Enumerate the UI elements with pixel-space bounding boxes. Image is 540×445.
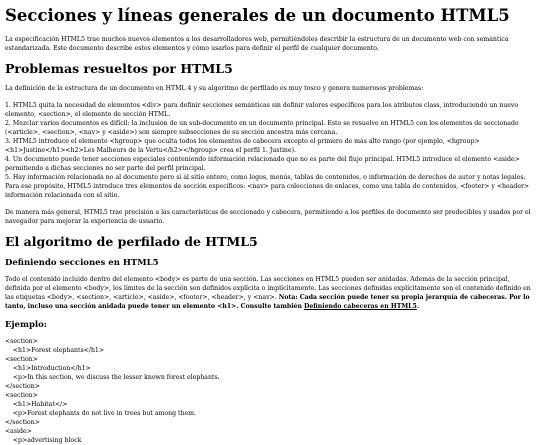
algorithm-heading: El algoritmo de perfilado de HTML5: [5, 234, 258, 249]
example-heading: Ejemplo:: [5, 320, 47, 330]
note-text: Nota: Cada sección puede tener su propia jerarquía de cabeceras. Por lo tanto, incluso una sección anidada puede tener un elemento <h1>. Consulte también: [5, 294, 530, 310]
headings-link[interactable]: Definiendo cabeceras en HTML5: [303, 303, 417, 310]
page-title: Secciones y líneas generales de un documento HTML5: [5, 6, 510, 25]
problems-heading: Problemas resueltos por HTML5: [5, 61, 233, 76]
problems-list: [5, 101, 536, 200]
intro-paragraph: La especificación HTML5 trae muchos nuevos elementos a los desarrolladores web, permitiéndoles describir la estructura de un documento web con semántica estandarizada. Este documento describe estos elementos y cómo usarlos para definir el perfil de cualquier documento.: [5, 36, 509, 52]
problem-item: 3. HTML5 introduce el elemento <hgroup> que oculta todos los elementos de cabecera excepto el primero de más alto rango (por ejemplo, <hgroup><h1>Justine</h1><h2>Les Malheurs de la Vertu</h2></hgroup> crea el perfil 1. Justine).: [5, 138, 480, 154]
note-end: .: [416, 303, 419, 310]
problems-closing: De manera más general, HTML5 trae precisión a las características de seccionado y cabecera, permitiendo a los perfiles de documento ser predecibles y usados por el navegador para mejorar la experiencia de usuario.: [5, 209, 531, 225]
problem-item: 1. HTML5 quita la necesidad de elementos <div> para definir secciones semánticas sin definir valores específicos para los atributos class, introduciendo un nuevo elemento, <section>, el elemento de sección HTML.: [5, 102, 519, 118]
sections-subheading: Definiendo secciones en HTML5: [5, 258, 159, 268]
sections-text: Todo el contenido incluido dentro del elemento <body> es parte de una sección. Las secciones en HTML5 pueden ser anidadas. Además de la sección principal, definida por el elemento <body>, los límites de la sección son definidos explícita o implícitamente. Las secciones definidas explícitamente son el contenido definido en las etiquetas <body>, <section>, <article>, <aside>, <footer>, <header>, y <nav>.: [5, 276, 531, 301]
sections-paragraph: [5, 275, 536, 311]
problem-item: 4. Un documento puede tener secciones especiales conteniendo información relacionado que no es parte del flujo principal. HTML5 introduce el elemento <aside> permitiendo a dichas secciones no ser parte del perfil principal.: [5, 156, 520, 172]
problems-lead: La definición de la estructura de un documento en HTML 4 y su algoritmo de perfilado es muy tosco y genera numerosos problemas:: [5, 85, 424, 92]
problem-item: 5. Hay información relacionada no al documento pero sí al sitio entero, como logos, menús, tablas de contenidos, o información de derechos de autor y notas legales. Para ese propósito, HTML5 introduce tres elementos de sección específicos: <nav> para colecciones de enlaces, como una tabla de contenidos, <footer> y <header> información relacionada con el sitio.: [5, 174, 530, 199]
problem-item: 2. Mezclar varios documentos es difícil: la inclusión de un sub-documento en un documento principal. Esto se resuelve en HTML5 con los elementos de seccionado (<article>, <section>, <nav> y <aside>) son siempre subsecciones de su sección ancestra más cercana.: [5, 120, 519, 136]
code-example: <section> <h1>Forest elephants</h1> <section> <h1>Introduction</h1> <p>In this section, we discuss the lesser known forest elephants. </section> <section> <h1>Habitat</> <p>Forest elephants do not live in trees but among them. </section> <aside> <p>advertising block: [5, 338, 220, 444]
